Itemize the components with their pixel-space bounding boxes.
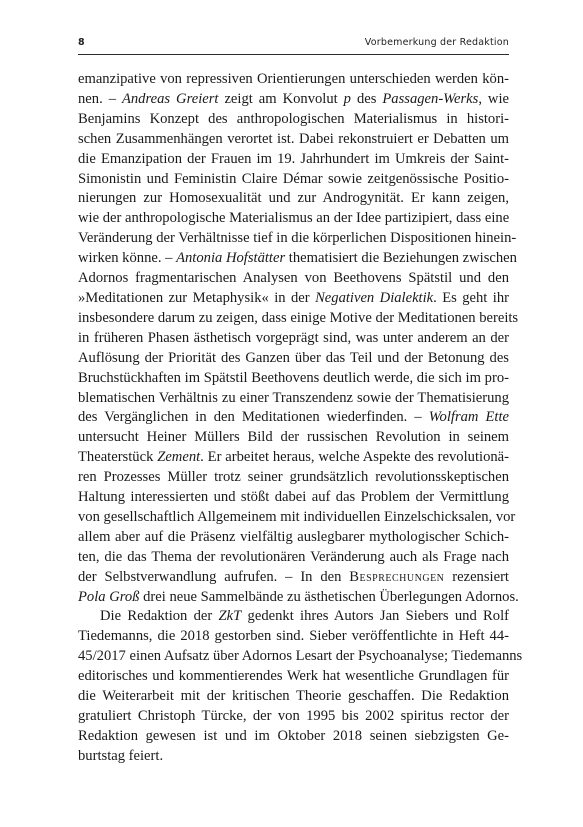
text-line bbox=[78, 568, 509, 588]
text-run: wie der anthropologische Materialismus an der Idee partizipiert, dass eine bbox=[78, 210, 510, 227]
text-line bbox=[78, 647, 523, 667]
text-run: Auflösung der Priorität des Ganzen über das Teil und der Betonung des bbox=[78, 349, 509, 366]
italic-text: p bbox=[343, 90, 351, 107]
text-line bbox=[78, 488, 509, 508]
text-run: »Meditationen zur Metaphysik« in der bbox=[78, 289, 316, 306]
text-line bbox=[78, 548, 509, 568]
body-text bbox=[78, 70, 523, 767]
running-head: Vorbemerkung der Redaktion bbox=[364, 37, 509, 48]
italic-text: Pola Groß bbox=[78, 588, 140, 605]
text-line bbox=[78, 249, 517, 269]
text-line bbox=[78, 170, 509, 190]
text-line bbox=[78, 329, 509, 349]
text-line bbox=[78, 508, 516, 528]
text-run: des Vergänglichen in den Meditationen wiederfinden. – bbox=[78, 409, 429, 426]
text-run: drei neue Sammelbände zu ästhetischen Überlegungen Adornos. bbox=[139, 588, 519, 605]
text-run: Theaterstück bbox=[78, 449, 158, 466]
text-run: rezensiert bbox=[444, 568, 509, 585]
text-run: thematisiert die Beziehungen zwischen bbox=[285, 250, 517, 267]
text-run: gedenkt ihres Autors Jan Siebers und Rolf bbox=[241, 608, 509, 625]
text-run: nen. – bbox=[78, 90, 122, 107]
text-line bbox=[78, 130, 509, 150]
text-run: ren Prozesses Müller trotz seiner grundsätzlich revolutionsskeptischen bbox=[78, 469, 509, 486]
text-run: Adornos fragmentarischen Analysen von Beethovens Spätstil und den bbox=[78, 270, 509, 287]
text-line bbox=[78, 309, 519, 329]
text-line bbox=[78, 727, 509, 747]
text-run: . Es geht ihr bbox=[433, 289, 509, 306]
text-line bbox=[78, 229, 517, 249]
text-line bbox=[78, 607, 509, 627]
text-run: blematischen Verhältnis zu einer Transzendenz sowie der Thematisierung bbox=[78, 389, 509, 406]
text-run: die Weiterarbeit mit der kritischen Theorie geschaffen. Die Redaktion bbox=[78, 688, 509, 705]
text-run: von gesellschaftlich Allgemeinem mit individuellen Einzelschicksalen, vor bbox=[78, 508, 516, 525]
text-run: Veränderung der Verhältnisse tief in die körperlichen Dispositionen hinein- bbox=[78, 230, 517, 247]
text-line bbox=[78, 707, 509, 727]
text-run: emanzipative von repressiven Orientierungen unterschieden werden kön- bbox=[78, 71, 509, 87]
text-line bbox=[78, 528, 509, 548]
text-line bbox=[78, 349, 509, 369]
italic-text: Wolfram Ette bbox=[428, 409, 510, 426]
text-run: Tiedemanns, die 2018 gestorben sind. Sieber veröffentlichte in Heft 44- bbox=[78, 628, 509, 645]
text-line bbox=[78, 289, 509, 309]
text-run: burtstag feiert. bbox=[78, 747, 164, 764]
page-number: 8 bbox=[78, 37, 85, 48]
page-header bbox=[78, 36, 509, 55]
text-run: Die Redaktion der bbox=[100, 608, 219, 625]
text-run: Redaktion gewesen ist und im Oktober 2018 seinen siebzigsten Ge- bbox=[78, 727, 509, 744]
text-line bbox=[78, 428, 509, 448]
text-line bbox=[78, 369, 509, 389]
text-run: wirken könne. – bbox=[78, 250, 177, 267]
text-run: die Emanzipation der Frauen im 19. Jahrhundert im Umkreis der Saint- bbox=[78, 150, 509, 167]
text-run: Haltung interessierten und stößt dabei auf das Problem der Vermittlung bbox=[78, 489, 509, 506]
text-line bbox=[78, 150, 509, 170]
text-run: Simonistin und Feministin Claire Démar sowie zeitgenössische Positio- bbox=[78, 170, 509, 187]
italic-text: ZkT bbox=[218, 608, 242, 625]
text-run: . Er arbeitet heraus, welche Aspekte des revolutionä- bbox=[200, 449, 509, 466]
text-run: des bbox=[350, 90, 383, 107]
italic-text: Andreas Greiert bbox=[121, 90, 219, 107]
text-line bbox=[78, 110, 509, 130]
text-line bbox=[78, 588, 519, 608]
text-run: gratuliert Christoph Türcke, der von 1995 bis 2002 spiritus rector der bbox=[78, 708, 509, 724]
text-line bbox=[78, 448, 509, 468]
italic-text: Zement bbox=[157, 449, 201, 466]
italic-text: Passagen-Werks bbox=[382, 90, 479, 107]
text-run: editorisches und kommentierendes Werk hat wesentliche Grundlagen für bbox=[78, 668, 509, 685]
text-run: der Selbstverwandlung aufrufen. – In den bbox=[78, 568, 350, 585]
text-run: schen Zusammenhängen verortet ist. Dabei rekonstruiert er Debatten um bbox=[78, 130, 509, 147]
text-line bbox=[78, 90, 509, 110]
italic-text: Antonia Hofstätter bbox=[176, 250, 286, 267]
italic-text: Negativen Dialektik bbox=[315, 289, 434, 306]
text-run: , wie bbox=[478, 90, 510, 107]
text-run: 45/2017 einen Aufsatz über Adornos Lesart der Psychoanalyse; Tiedemanns bbox=[78, 648, 523, 665]
text-run: Bruchstückhaften im Spätstil Beethovens deutlich werde, die sich im pro- bbox=[78, 369, 509, 386]
text-run: Benjamins Konzept des anthropologischen Materialismus in histori- bbox=[78, 110, 509, 127]
text-line bbox=[78, 209, 509, 229]
text-run: untersucht Heiner Müllers Bild der russischen Revolution in seinem bbox=[78, 429, 509, 446]
text-run: ten, die das Thema der revolutionären Veränderung auch als Frage nach bbox=[78, 548, 509, 565]
text-line bbox=[78, 70, 509, 90]
text-line bbox=[78, 389, 509, 409]
text-run: insbesondere darum zu zeigen, dass einige Motive der Meditationen bereits bbox=[78, 309, 519, 326]
text-line bbox=[78, 747, 509, 767]
text-line bbox=[78, 468, 509, 488]
text-line bbox=[78, 269, 509, 289]
text-line bbox=[78, 667, 509, 687]
text-line bbox=[78, 189, 509, 209]
text-run: in früheren Phasen ästhetisch vorgeprägt sind, was unter anderem an der bbox=[78, 329, 509, 346]
text-run: nierungen zur Homosexualität und zur Androgynität. Er kann zeigen, bbox=[78, 190, 509, 207]
small-caps-text: Besprechungen bbox=[349, 568, 445, 585]
text-run: allem aber auf die Präsenz vielfältig auslegbarer mythologischer Schich- bbox=[78, 528, 509, 545]
text-line bbox=[78, 687, 509, 707]
text-line bbox=[78, 408, 509, 428]
text-line bbox=[78, 627, 509, 647]
text-run: zeigt am Konvolut bbox=[218, 90, 344, 107]
